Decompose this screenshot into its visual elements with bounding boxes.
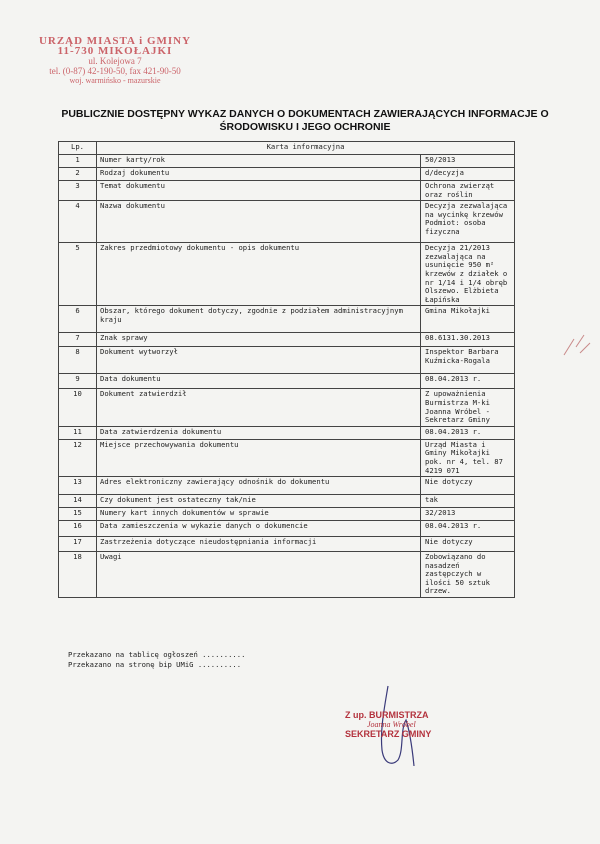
table-row bbox=[59, 521, 515, 537]
row-number: 11 bbox=[59, 426, 97, 439]
stamp-line-1: URZĄD MIASTA i GMINY bbox=[38, 35, 192, 47]
row-value: Nie dotyczy bbox=[421, 537, 515, 552]
row-label: Adres elektroniczny zawierający odnośnik do dokumentu bbox=[97, 477, 421, 495]
row-value: Zobowiązano do nasadzeń zastępczych w ilości 50 sztuk drzew. bbox=[421, 552, 515, 598]
row-label: Zastrzeżenia dotyczące nieudostępniania informacji bbox=[97, 537, 421, 552]
row-label: Data zamieszczenia w wykazie danych o dokumencie bbox=[97, 521, 421, 537]
row-label: Dokument wytworzył bbox=[97, 347, 421, 374]
row-label: Temat dokumentu bbox=[97, 181, 421, 201]
row-value: Inspektor Barbara Kuźmicka-Rogala bbox=[421, 347, 515, 374]
table-row bbox=[59, 495, 515, 508]
row-number: 4 bbox=[59, 201, 97, 243]
row-label: Rodzaj dokumentu bbox=[97, 168, 421, 181]
row-number: 5 bbox=[59, 243, 97, 306]
row-value: Z upoważnienia Burmistrza M-ki Joanna Wróbel - Sekretarz Gminy bbox=[421, 389, 515, 426]
row-value: Urząd Miasta i Gminy Mikołajki pok. nr 4, tel. 87 4219 071 bbox=[421, 439, 515, 476]
row-number: 10 bbox=[59, 389, 97, 426]
header-lp: Lp. bbox=[59, 142, 97, 155]
info-card-table bbox=[58, 141, 515, 598]
row-number: 6 bbox=[59, 306, 97, 333]
row-label: Czy dokument jest ostateczny tak/nie bbox=[97, 495, 421, 508]
row-number: 12 bbox=[59, 439, 97, 476]
table-row bbox=[59, 389, 515, 426]
table-row bbox=[59, 155, 515, 168]
page-title bbox=[40, 108, 570, 134]
table-row bbox=[59, 552, 515, 598]
title-line-2: ŚRODOWISKU I JEGO OCHRONIE bbox=[219, 121, 391, 133]
table-row bbox=[59, 477, 515, 495]
row-number: 16 bbox=[59, 521, 97, 537]
row-value: 08.04.2013 r. bbox=[421, 521, 515, 537]
row-value: 50/2013 bbox=[421, 155, 515, 168]
row-number: 14 bbox=[59, 495, 97, 508]
table-row bbox=[59, 439, 515, 476]
row-number: 17 bbox=[59, 537, 97, 552]
row-number: 13 bbox=[59, 477, 97, 495]
title-line-1: PUBLICZNIE DOSTĘPNY WYKAZ DANYCH O DOKUMENTACH ZAWIERAJĄCYCH INFORMACJE O bbox=[61, 108, 549, 120]
row-value: 32/2013 bbox=[421, 508, 515, 521]
row-label: Uwagi bbox=[97, 552, 421, 598]
table-row bbox=[59, 181, 515, 201]
row-number: 15 bbox=[59, 508, 97, 521]
signature-stamp bbox=[345, 710, 465, 739]
row-value: Decyzja zezwalająca na wycinkę krzewów Podmiot: osoba fizyczna bbox=[421, 201, 515, 243]
pen-marks bbox=[560, 325, 600, 365]
row-number: 7 bbox=[59, 333, 97, 347]
table-row bbox=[59, 426, 515, 439]
row-value: Ochrona zwierząt oraz roślin bbox=[421, 181, 515, 201]
row-number: 3 bbox=[59, 181, 97, 201]
signature-line-3: SEKRETARZ GMINY bbox=[345, 729, 432, 739]
signature-line-2: Joanna Wróbel bbox=[367, 720, 416, 729]
table-row bbox=[59, 537, 515, 552]
row-value: 08.04.2013 r. bbox=[421, 374, 515, 389]
row-label: Data dokumentu bbox=[97, 374, 421, 389]
table-row bbox=[59, 201, 515, 243]
table-row bbox=[59, 168, 515, 181]
stamp-line-2: 11-730 MIKOŁAJKI bbox=[57, 45, 173, 57]
footer-bip: Przekazano na stronę bip UMiG .......... bbox=[68, 660, 242, 669]
row-value: tak bbox=[421, 495, 515, 508]
stamp-line-4: tel. (0-87) 42-190-50, fax 421-90-50 bbox=[49, 66, 181, 76]
row-value: 08.04.2013 r. bbox=[421, 426, 515, 439]
table-row bbox=[59, 333, 515, 347]
row-value: Nie dotyczy bbox=[421, 477, 515, 495]
row-label: Dokument zatwierdził bbox=[97, 389, 421, 426]
office-stamp bbox=[20, 36, 210, 86]
signature-line-1: Z up. BURMISTRZA bbox=[345, 710, 429, 720]
row-label: Obszar, którego dokument dotyczy, zgodnie z podziałem administracyjnym kraju bbox=[97, 306, 421, 333]
row-label: Nazwa dokumentu bbox=[97, 201, 421, 243]
table-header-row bbox=[59, 142, 515, 155]
row-number: 8 bbox=[59, 347, 97, 374]
row-label: Numer karty/rok bbox=[97, 155, 421, 168]
stamp-line-3: ul. Kolejowa 7 bbox=[88, 56, 142, 66]
row-label: Znak sprawy bbox=[97, 333, 421, 347]
table-row bbox=[59, 306, 515, 333]
table-row bbox=[59, 243, 515, 306]
row-number: 1 bbox=[59, 155, 97, 168]
row-value: Gmina Mikołajki bbox=[421, 306, 515, 333]
row-value: Decyzja 21/2013 zezwalająca na usunięcie 950 m² krzewów z działek o nr 1/14 i 1/4 obręb Olszewo. Elżbieta Łapińska bbox=[421, 243, 515, 306]
row-label: Miejsce przechowywania dokumentu bbox=[97, 439, 421, 476]
footer-notice-board: Przekazano na tablicę ogłoszeń .......... bbox=[68, 650, 246, 659]
row-value: d/decyzja bbox=[421, 168, 515, 181]
row-number: 18 bbox=[59, 552, 97, 598]
table-row bbox=[59, 374, 515, 389]
table-row bbox=[59, 347, 515, 374]
row-label: Numery kart innych dokumentów w sprawie bbox=[97, 508, 421, 521]
row-number: 9 bbox=[59, 374, 97, 389]
row-label: Data zatwierdzenia dokumentu bbox=[97, 426, 421, 439]
row-label: Zakres przedmiotowy dokumentu - opis dokumentu bbox=[97, 243, 421, 306]
header-card: Karta informacyjna bbox=[97, 142, 515, 155]
stamp-line-5: woj. warmińsko - mazurskie bbox=[69, 76, 161, 85]
row-value: 08.6131.30.2013 bbox=[421, 333, 515, 347]
row-number: 2 bbox=[59, 168, 97, 181]
table-row bbox=[59, 508, 515, 521]
